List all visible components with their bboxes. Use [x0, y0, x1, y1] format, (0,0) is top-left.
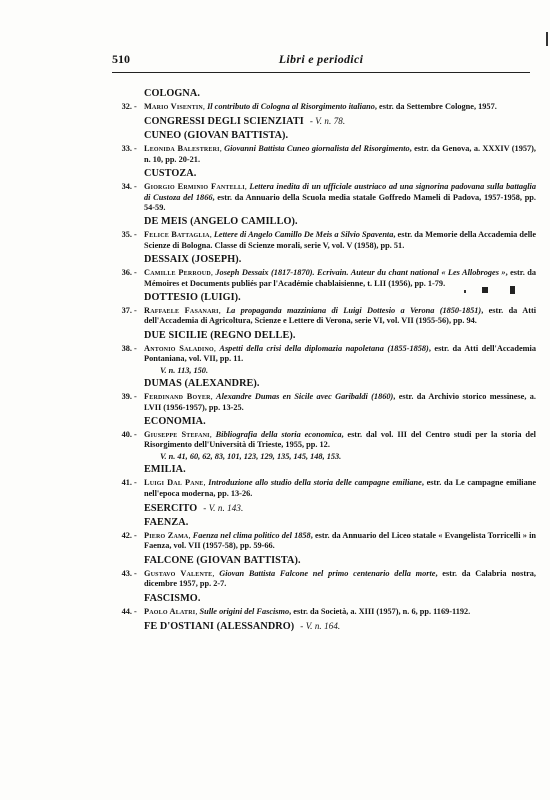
entry-author: Raffaele Fasanari — [144, 306, 219, 316]
bibliography-entry: 44. - Paolo Alatri, Sulle origini del Fascismo, estr. da Società, a. XIII (1957), n. 6, pp. 1169-1192. — [108, 607, 536, 617]
entry-title: Introduzione allo studio della storia delle campagne emiliane — [208, 478, 422, 488]
heading-text: FE D'OSTIANI (ALESSANDRO) — [144, 620, 295, 632]
subject-heading — [108, 292, 536, 304]
subject-heading — [108, 330, 536, 342]
entry-number: 32. — [121, 102, 132, 111]
cross-reference: - V. n. 78. — [309, 116, 346, 127]
subject-heading — [108, 593, 536, 605]
bibliography-entry: 36. - Camille Perroud, Joseph Dessaix (1817-1870). Ecrivain. Auteur du chant national « Les Allobroges », estr. da Mémoires et Documents publiés par l'Académie chablaisienne, t. LII (1956), pp. 1-79. — [108, 268, 536, 289]
entry-title: Bibliografia della storia economica — [215, 429, 342, 439]
header-rule — [112, 72, 530, 73]
heading-text: DE MEIS (ANGELO CAMILLO). — [144, 216, 298, 228]
see-also-references: V. n. 113, 150. — [160, 365, 209, 375]
entry-author: Antonio Saladino — [144, 343, 214, 353]
subject-heading — [108, 502, 536, 515]
entry-publication: , estr. da Annuario del Liceo statale « Evangelista Torricelli » in Faenza, vol. VII (1957-58), pp. 59-66. — [144, 530, 536, 551]
heading-text: DOTTESIO (LUIGI). — [144, 292, 241, 304]
entry-number: 40. — [121, 429, 132, 439]
cross-reference: - V. n. 164. — [300, 620, 341, 631]
entry-dash: - — [134, 144, 137, 154]
entry-publication: , estr. da Atti dell'Accademia di Agricoltura, Scienze e Lettere di Verona, serie VI, vol. VII (1955-56), pp. 94. — [144, 306, 537, 326]
entry-title: Lettera inedita di un ufficiale austriaco ad una signorina padovana sulla battaglia di Custoza del 1866 — [144, 182, 536, 202]
bibliography-entry: 35. - Felice Battaglia, Lettere di Angelo Camillo De Meis a Silvio Spaventa, estr. da Memorie della Accademia delle Scienze di Bologna. Classe di Scienze morali, serie V, vol. V (1958), pp. 51. — [108, 230, 536, 251]
entry-publication: , estr. da Archivio storico messinese, a. LVII (1956-1957), pp. 13-25. — [144, 392, 536, 412]
entry-dash: - — [134, 102, 137, 111]
entry-publication: , estr. da Genova, a. XXXIV (1957), n. 10, pp. 20-21. — [144, 144, 536, 164]
heading-text: FASCISMO. — [144, 592, 201, 604]
bibliography-entry: 33. - Leonida Balestreri, Giovanni Battista Cuneo giornalista del Risorgimento, estr. da Genova, a. XXXIV (1957), n. 10, pp. 20-21. — [108, 144, 536, 165]
entry-title: Faenza nel clima politico del 1858 — [192, 530, 311, 540]
entry-title: Il contributo di Cologna al Risorgimento italiano — [207, 102, 375, 111]
entry-dash: - — [134, 343, 137, 353]
entry-title: Lettere di Angelo Camillo De Meis a Silvio Spaventa — [213, 230, 394, 240]
entry-author: Giorgio Erminio Fantelli — [144, 182, 245, 192]
entry-number: 42. — [121, 530, 132, 540]
entry-dash: - — [134, 182, 137, 192]
bibliography-entry: 43. - Gustavo Valente, Giovan Battista Falcone nel primo centenario della morte, estr. da Calabria nostra, dicembre 1957, pp. 2-7. — [108, 569, 536, 590]
entry-author: Luigi Dal Pane — [144, 478, 204, 488]
subject-heading — [108, 378, 536, 390]
heading-text: DUMAS (ALEXANDRE). — [144, 378, 260, 390]
bibliography-entry: 41. - Luigi Dal Pane, Introduzione allo studio della storia delle campagne emiliane, estr. da Le campagne emiliane nell'epoca moderna, pp. 13-26. — [108, 478, 536, 499]
entry-dash: - — [134, 478, 137, 488]
entry-number: 38. — [121, 343, 132, 353]
entry-number: 36. — [121, 268, 132, 278]
bibliography-entry: 40. - Giuseppe Stefani, Bibliografia della storia economica, estr. dal vol. III del Centro studi per la storia del Risorgimento dell'Università di Trieste, 1955, pp. 12. — [108, 430, 536, 451]
bibliography-entry: 42. - Piero Zama, Faenza nel clima politico del 1858, estr. da Annuario del Liceo statale « Evangelista Torricelli » in Faenza, vol. VII (1957-58), pp. 59-66. — [108, 531, 536, 552]
page-header — [112, 52, 530, 72]
subject-heading — [108, 168, 536, 180]
page-number: 510 — [112, 52, 130, 66]
bibliography-entry: 37. - Raffaele Fasanari, La propaganda mazziniana di Luigi Dottesio a Verona (1850-1851), estr. da Atti dell'Accademia di Agricoltura, Scienze e Lettere di Verona, serie VI, vol. VII (1955-56), pp. 94. — [108, 306, 536, 327]
subject-heading — [108, 464, 536, 476]
heading-text: DESSAIX (JOSEPH). — [144, 254, 242, 266]
heading-text: ECONOMIA. — [144, 415, 206, 427]
heading-text: EMILIA. — [144, 464, 186, 476]
entry-number: 43. — [121, 568, 132, 578]
entry-publication: , estr. da Memorie della Accademia delle Scienze di Bologna. Classe di Scienze morali, serie V, vol. V (1958), pp. 51. — [144, 230, 536, 250]
heading-text: CUSTOZA. — [144, 168, 197, 180]
entry-publication: , estr. da Calabria nostra, dicembre 1957, pp. 2-7. — [144, 568, 536, 589]
entry-author: Ferdinand Boyer — [144, 392, 211, 402]
heading-text: FALCONE (GIOVAN BATTISTA). — [144, 554, 301, 566]
entry-title: Joseph Dessaix (1817-1870). Ecrivain. Auteur du chant national « Les Allobroges » — [215, 268, 506, 278]
entry-dash: - — [134, 268, 137, 278]
entry-dash: - — [134, 606, 137, 616]
bibliography-entry: 34. - Giorgio Erminio Fantelli, Lettera inedita di un ufficiale austriaco ad una signorina padovana sulla battaglia di Custoza del 1866, estr. da Annuario della Scuola media statale Goffredo Mameli di Padova, 1957-1958, pp. 54-59. — [108, 182, 536, 213]
entry-publication: , estr. dal vol. III del Centro studi per la storia del Risorgimento dell'Università di Trieste, 1955, pp. 12. — [144, 429, 536, 450]
heading-text: DUE SICILIE (REGNO DELLE). — [144, 329, 296, 341]
subject-heading — [108, 620, 536, 633]
heading-text: CONGRESSI DEGLI SCIENZIATI — [144, 116, 304, 128]
bibliography-entry: 39. - Ferdinand Boyer, Alexandre Dumas en Sicile avec Garibaldi (1860), estr. da Archivio storico messinese, a. LVII (1956-1957), pp. 13-25. — [108, 392, 536, 413]
entry-author: Gustavo Valente — [144, 568, 213, 578]
subject-heading — [108, 416, 536, 428]
entry-number: 34. — [121, 182, 132, 192]
entry-publication: , estr. da Settembre Cologne, 1957. — [374, 102, 497, 111]
entry-dash: - — [134, 530, 137, 540]
entry-publication: , estr. da Mémoires et Documents publiés par l'Académie chablaisienne, t. LII (1956), pp. 1-79. — [144, 268, 536, 288]
subject-heading — [108, 216, 536, 228]
entry-author: Piero Zama — [144, 530, 189, 540]
entry-title: Giovanni Battista Cuneo giornalista del Risorgimento — [224, 144, 410, 154]
entry-dash: - — [134, 429, 137, 439]
entry-title: Aspetti della crisi della diplomazia napoletana (1855-1858) — [219, 343, 429, 353]
entry-author: Mario Visentin — [144, 102, 203, 111]
entry-number: 44. — [121, 606, 132, 616]
entry-dash: - — [134, 392, 137, 402]
entry-publication: , estr. da Atti dell'Accademia Pontaniana, vol. VII, pp. 11. — [144, 343, 536, 364]
subject-heading — [108, 115, 536, 128]
heading-text: ESERCITO — [144, 502, 198, 514]
cross-reference: - V. n. 143. — [203, 502, 244, 513]
bibliography-list — [108, 86, 536, 635]
subject-heading — [108, 555, 536, 567]
running-title: Libri e periodici — [278, 52, 364, 66]
margin-mark — [546, 32, 548, 46]
entry-publication: , estr. da Annuario della Scuola media statale Goffredo Mameli di Padova, 1957-1958, pp. 54-59. — [144, 192, 536, 213]
entry-publication: , estr. da Le campagne emiliane nell'epoca moderna, pp. 13-26. — [144, 478, 537, 498]
entry-author: Paolo Alatri — [144, 606, 196, 616]
subject-heading — [108, 130, 536, 142]
entry-title: La propaganda mazziniana di Luigi Dottesio a Verona (1850-1851) — [226, 306, 482, 316]
entry-number: 39. — [121, 392, 132, 402]
entry-dash: - — [134, 306, 137, 316]
entry-author: Camille Perroud — [144, 268, 211, 278]
entry-author: Leonida Balestreri — [144, 144, 220, 154]
entry-dash: - — [134, 230, 137, 240]
entry-dash: - — [134, 568, 137, 578]
heading-text: CUNEO (GIOVAN BATTISTA). — [144, 130, 289, 142]
entry-number: 41. — [121, 478, 132, 488]
entry-number: 33. — [121, 144, 132, 154]
entry-number: 35. — [121, 230, 132, 240]
entry-author: Felice Battaglia — [144, 230, 210, 240]
heading-text: FAENZA. — [144, 516, 189, 528]
subject-heading — [108, 517, 536, 529]
entry-number: 37. — [121, 306, 132, 316]
subject-heading — [108, 254, 536, 266]
entry-publication: , estr. da Società, a. XIII (1957), n. 6, pp. 1169-1192. — [289, 606, 471, 616]
see-also-references: V. n. 41, 60, 62, 83, 101, 123, 129, 135, 145, 148, 153. — [160, 451, 342, 461]
heading-text: COLOGNA. — [144, 88, 200, 99]
subject-heading — [108, 88, 536, 100]
bibliography-entry: 32. - Mario Visentin, Il contributo di Cologna al Risorgimento italiano, estr. da Settembre Cologne, 1957. — [108, 102, 536, 112]
bibliography-entry: 38. - Antonio Saladino, Aspetti della crisi della diplomazia napoletana (1855-1858), estr. da Atti dell'Accademia Pontaniana, vol. VII, pp. 11. — [108, 344, 536, 365]
entry-title: Alexandre Dumas en Sicile avec Garibaldi (1860) — [216, 392, 394, 402]
entry-author: Giuseppe Stefani — [144, 429, 210, 439]
entry-title: Sulle origini del Fascismo — [199, 606, 290, 616]
entry-title: Giovan Battista Falcone nel primo centenario della morte — [219, 568, 436, 578]
